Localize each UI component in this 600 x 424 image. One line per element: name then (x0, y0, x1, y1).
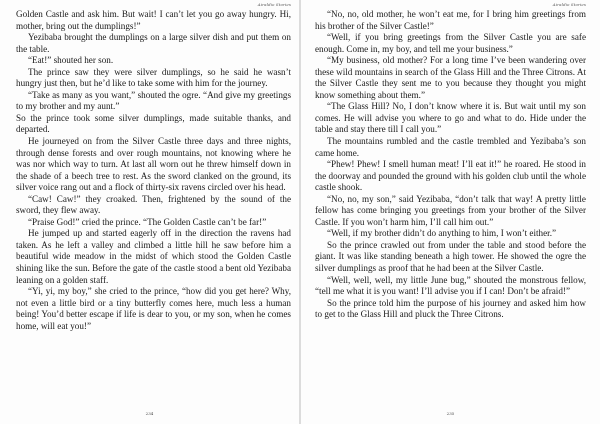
paragraph: “Praise God!” cried the prince. “The Golden Castle can’t be far!” (28, 216, 267, 227)
paragraph: So the prince took some silver dumplings, made suitable thanks, and departed. (16, 112, 291, 135)
paragraph: “The Glass Hill? No, I don’t know where it is. But wait until my son comes. He will advise you where to go and what to do. Hide under the table and stay there till I call you.” (315, 101, 586, 135)
right-page (301, 0, 600, 424)
paragraph: “Caw! Caw!” they croaked. Then, frightened by the sound of the sword, they flew away. (16, 193, 291, 216)
paragraph: He journeyed on from the Silver Castle three days and three nights, through dense forests and over rough mountains, not knowing where he was nor which way to turn. At last all worn out he threw himself down in the shade of a beech tree to rest. As the sword clanked on the ground, its silver voice rang out and a flock of thirty-six ravens circled over his head. (16, 136, 291, 193)
left-page-text (16, 9, 291, 332)
paragraph: Yezibaba brought the dumplings on a large silver dish and put them on the table. (16, 32, 291, 54)
paragraph: “Well, if you bring greetings from the Silver Castle you are safe enough. Come in, my boy, and tell me your business.” (315, 32, 586, 54)
paragraph: He jumped up and started eagerly off in the direction the ravens had taken. As he left a valley and climbed a little hill he saw before him a beautiful wide meadow in the midst of which stood the Golden Castle shining like the sun. Before the gate of the castle stood a bent old Yezibaba leaning on a golden staff. (16, 228, 291, 285)
left-page (0, 0, 299, 424)
paragraph: The prince saw they were silver dumplings, so he said he wasn’t hungry just then, but he’d like to take some with him for the journey. (16, 66, 291, 89)
paragraph: So the prince crawled out from under the table and stood before the giant. It was like standing beneath a high tower. He showed the ogre the silver dumplings as proof that he had been at the Silver Castle. (315, 239, 586, 274)
paragraph: “My business, old mother? For a long time I’ve been wandering over these wild mountains in search of the Glass Hill and the Three Citrons. At the Silver Castle they sent me to you because they thought you might know something about them.” (315, 55, 586, 100)
paragraph: Golden Castle and ask him. But wait! I can’t let you go away hungry. Hi, mother, bring out the dumplings!” (16, 9, 291, 31)
right-running-head: Airaldio Stories (552, 2, 586, 7)
paragraph: The mountains rumbled and the castle trembled and Yezibaba’s son came home. (315, 136, 586, 158)
paragraph: “Well, well, well, my little June bug,” shouted the monstrous fellow, “tell me what it is you want! I’ll advise you if I can! Don’t be afraid!” (315, 274, 586, 297)
left-running-head: Airaldio Stories (257, 2, 291, 7)
paragraph: “Well, if my brother didn’t do anything to him, I won’t either.” (327, 228, 557, 239)
paragraph: So the prince told him the purpose of his journey and asked him how to get to the Glass Hill and pluck the Three Citrons. (315, 297, 586, 320)
page-number-right: 235 (446, 411, 455, 416)
paragraph: “Take as many as you want,” shouted the ogre. “And give my greetings to my brother and my aunt.” (16, 89, 291, 112)
paragraph: “Phew! Phew! I smell human meat! I’ll eat it!” he roared. He stood in the doorway and pounded the ground with his golden club until the whole castle shook. (315, 159, 586, 193)
paragraph: “Yi, yi, my boy,” she cried to the prince, “how did you get here? Why, not even a little bird or a tiny butterfly comes here, much less a human being! You’d better escape if life is dear to you, or my son, when he comes home, will eat you!” (16, 286, 291, 331)
paragraph: “No, no, my son,” said Yezibaba, “don’t talk that way! A pretty little fellow has come bringing you greetings from your brother of the Silver Castle. If you won’t harm him, I’ll call him out.” (315, 193, 586, 227)
page-number-left: 234 (145, 411, 154, 416)
paragraph: “Eat!” shouted her son. (28, 55, 114, 66)
right-page-text (315, 9, 586, 321)
paragraph: “No, no, old mother, he won’t eat me, for I bring him greetings from his brother of the Silver Castle!” (315, 9, 586, 31)
